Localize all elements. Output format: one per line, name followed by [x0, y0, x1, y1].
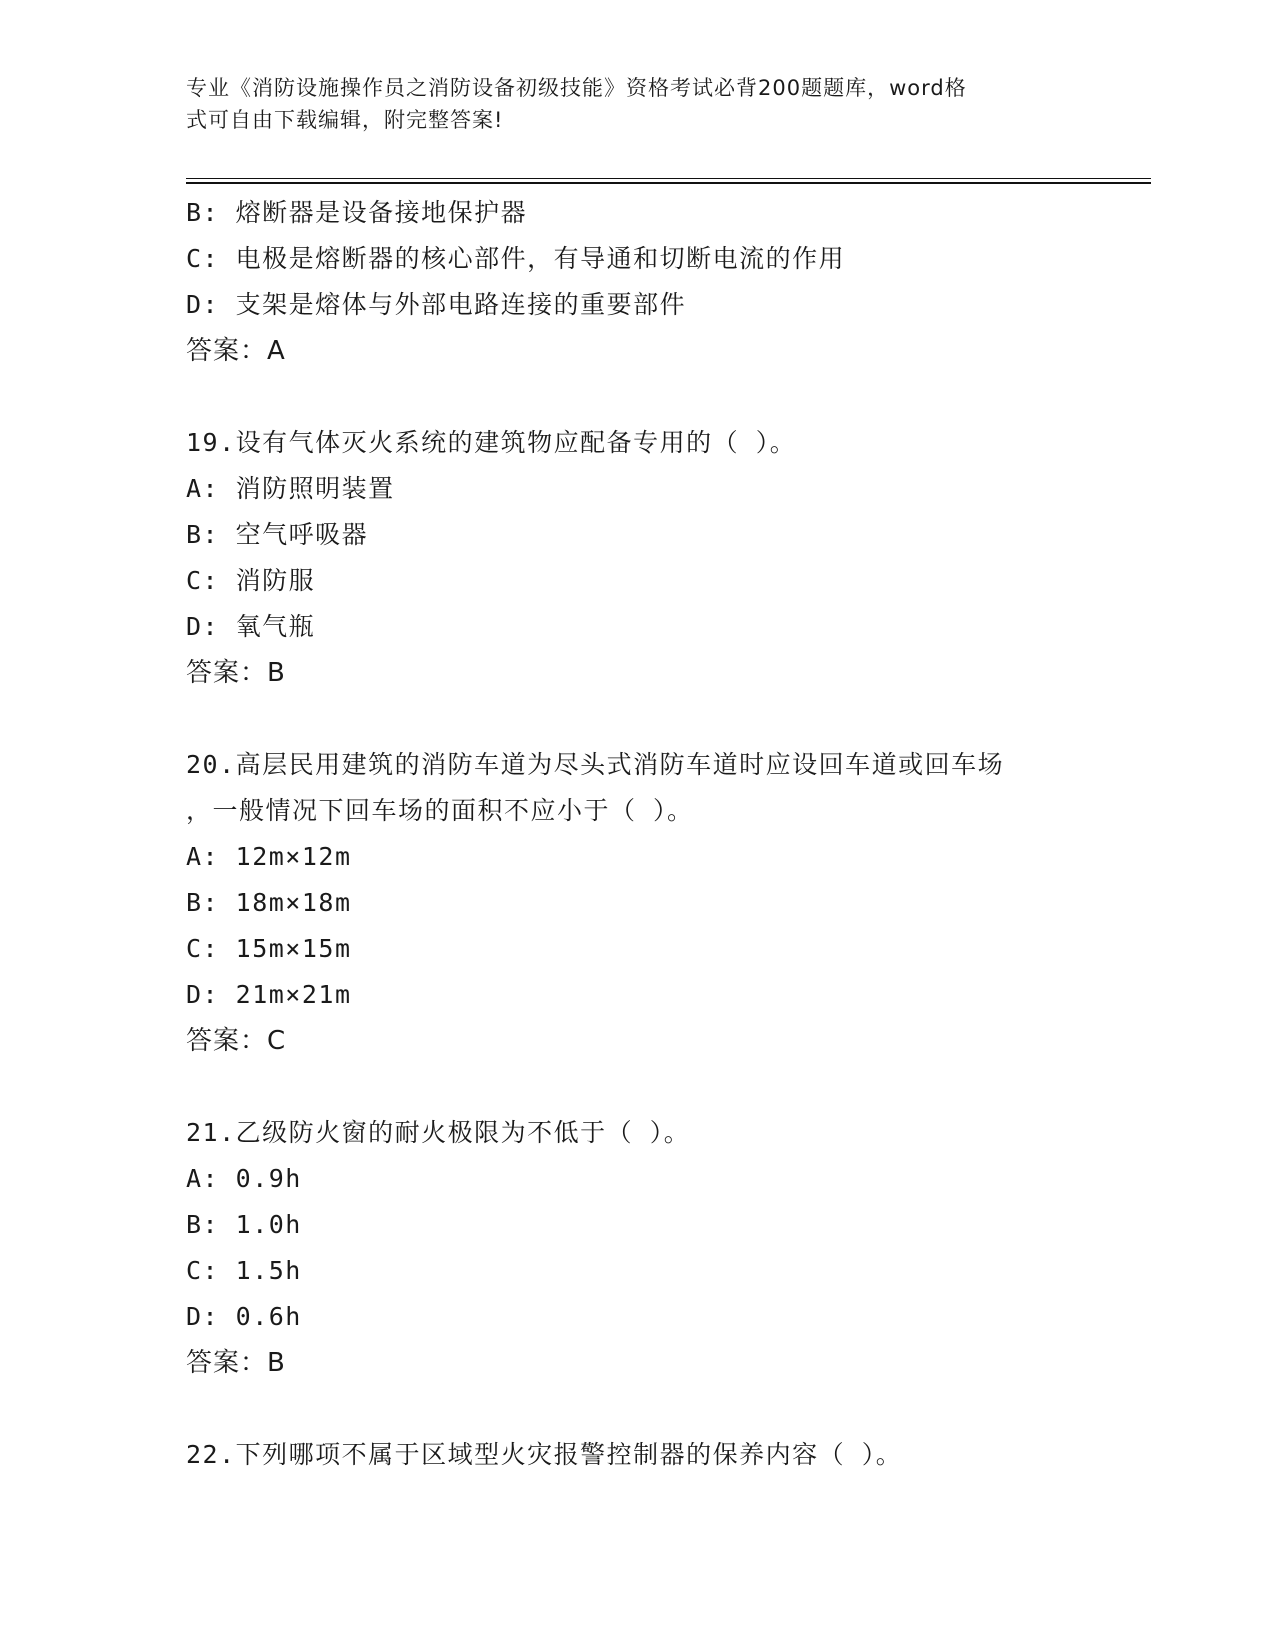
document-header [186, 72, 1066, 136]
option-b: B: 18m×18m [186, 888, 352, 917]
answer-line: 答案：C [186, 1026, 287, 1056]
header-line-1: 专业《消防设施操作员之消防设备初级技能》资格考试必背200题题库，word格 [186, 76, 967, 100]
option-c: C: 电极是熔断器的核心部件，有导通和切断电流的作用 [186, 244, 846, 273]
spacer [186, 1064, 1086, 1110]
spacer [186, 696, 1086, 742]
question-18-continued [186, 190, 1086, 374]
header-line-2: 式可自由下载编辑，附完整答案! [186, 108, 504, 132]
option-a: A: 0.9h [186, 1164, 302, 1193]
header-rule-thin [186, 178, 1151, 179]
option-a: A: 消防照明装置 [186, 474, 395, 503]
question-19 [186, 420, 1086, 696]
option-d: D: 支架是熔体与外部电路连接的重要部件 [186, 290, 687, 319]
option-d: D: 氧气瓶 [186, 612, 316, 641]
question-stem: 22.下列哪项不属于区域型火灾报警控制器的保养内容（ ）。 [186, 1440, 903, 1469]
option-b: B: 空气呼吸器 [186, 520, 369, 549]
option-c: C: 消防服 [186, 566, 316, 595]
question-stem: 21.乙级防火窗的耐火极限为不低于（ ）。 [186, 1118, 691, 1147]
spacer [186, 374, 1086, 420]
option-b: B: 熔断器是设备接地保护器 [186, 198, 528, 227]
question-stem-line-1: 20.高层民用建筑的消防车道为尽头式消防车道时应设回车道或回车场 [186, 750, 1005, 779]
answer-line: 答案：A [186, 336, 286, 366]
answer-line: 答案：B [186, 1348, 286, 1378]
spacer [186, 1386, 1086, 1432]
option-c: C: 15m×15m [186, 934, 352, 963]
option-c: C: 1.5h [186, 1256, 302, 1285]
option-d: D: 0.6h [186, 1302, 302, 1331]
question-stem-line-2: ，一般情况下回车场的面积不应小于（ ）。 [186, 796, 694, 825]
answer-line: 答案：B [186, 658, 286, 688]
question-stem: 19.设有气体灭火系统的建筑物应配备专用的（ ）。 [186, 428, 797, 457]
question-21 [186, 1110, 1086, 1386]
question-list [186, 190, 1086, 1478]
question-20 [186, 742, 1086, 1064]
option-b: B: 1.0h [186, 1210, 302, 1239]
header-rule-thick [186, 182, 1151, 184]
option-d: D: 21m×21m [186, 980, 352, 1009]
option-a: A: 12m×12m [186, 842, 352, 871]
question-22 [186, 1432, 1086, 1478]
